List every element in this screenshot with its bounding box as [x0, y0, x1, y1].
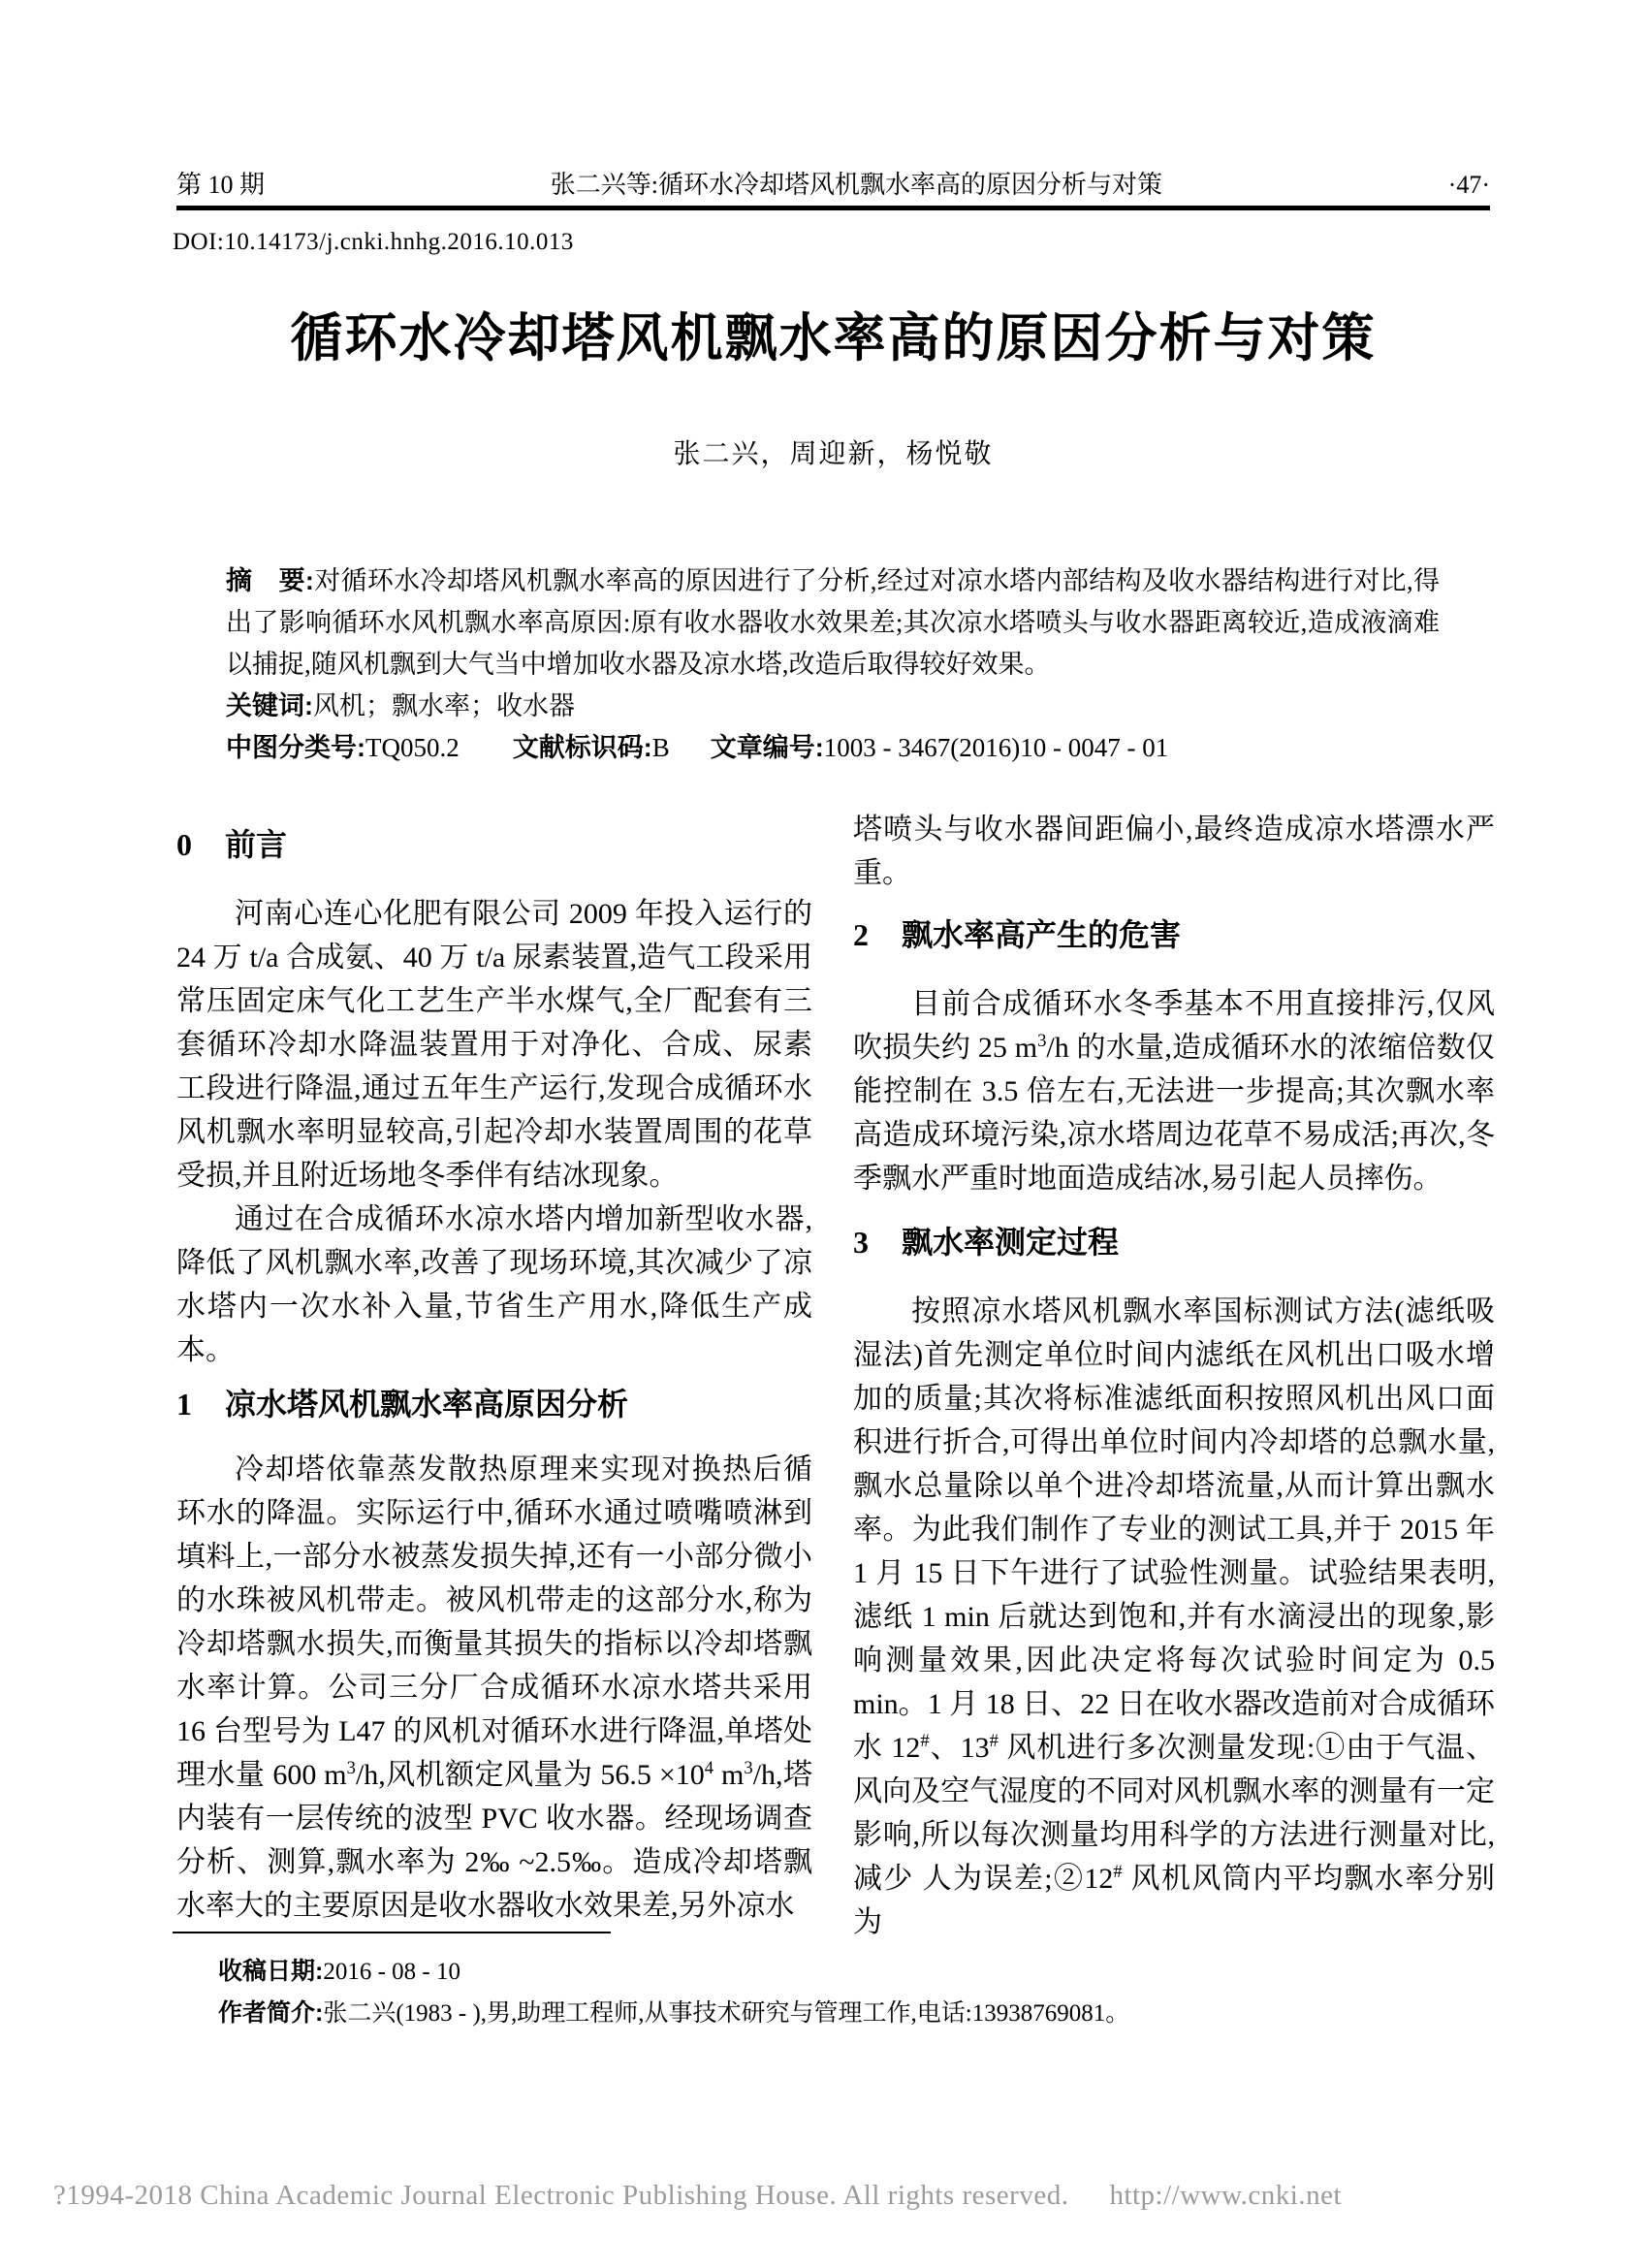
doi-text: DOI:10.14173/j.cnki.hnhg.2016.10.013 — [173, 229, 574, 255]
received-date-label: 收稿日期: — [218, 1958, 324, 1985]
article-id-label: 文章编号: — [710, 733, 824, 762]
clc-value: TQ050.2 — [365, 733, 460, 762]
cnki-watermark — [53, 2180, 1604, 2212]
section-heading-0 — [176, 820, 812, 869]
right-column — [853, 808, 1495, 1944]
section-title: 飘水率测定过程 — [902, 1225, 1120, 1260]
text-run: /h 的水量,造成循环水的浓缩倍数仅能控制在 3.5 倍左右,无法进一步提高;其次飘水率高造成环境污染,凉水塔周边花草不易成活;再次,冬季飘水严重时地面造成结冰,易引起人员摔伤。 — [853, 1032, 1495, 1195]
page-header — [176, 165, 1490, 201]
front-matter — [226, 560, 1440, 769]
author-bio-line — [218, 1993, 1459, 2034]
section-title: 凉水塔风机飘水率高原因分析 — [225, 1387, 629, 1421]
footnote-rule — [173, 1932, 611, 1933]
section-heading-1 — [176, 1380, 812, 1428]
text-run: 风机进行多次测量发现:①由于气温、风向及空气湿度的不同对风机飘水率的测量有一定影响,所以每次测量均用科学的方法进行测量对比,减少 人为误差;②12 — [853, 1732, 1496, 1895]
doc-code-value: B — [651, 733, 670, 762]
header-rule — [176, 206, 1490, 210]
text-run: 、13 — [929, 1732, 990, 1764]
author-bio-label: 作者简介: — [218, 1999, 324, 2027]
text-run: 冷却塔依靠蒸发散热原理来实现对换热后循环水的降温。实际运行中,循环水通过喷嘴喷淋到填料上,一部分水被蒸发损失掉,还有一小部分微小的水珠被风机带走。被风机带走的这部分水,称为冷却塔飘水损失,而衡量其损失的指标以冷却塔飘水率计算。公司三分厂合成循环水凉水塔共采用 16 台型号为 L47 的风机对循环水进行降温,单塔处理水量 600 m — [176, 1453, 812, 1791]
watermark-url: http://www.cnki.net — [1109, 2180, 1343, 2211]
section-title: 飘水率高产生的危害 — [902, 917, 1182, 952]
paper-authors: 张二兴，周迎新，杨悦敬 — [673, 439, 994, 469]
text-run: 按照凉水塔风机飘水率国标测试方法(滤纸吸湿法)首先测定单位时间内滤纸在风机出口吸水增加的质量;其次将标准滤纸面积按照风机出风口面积进行折合,可得出单位时间内冷却塔的总飘水量,飘水总量除以单个进冷却塔流量,从而计算出飘水率。为此我们制作了专业的测试工具,并于 2015 年 1 月 15 日下午进行了试验性测量。试验结果表明,滤纸 1 min 后就达到饱和,并有水滴浸出的现象,影响测量效果,因此决定将每次试验时间定为 0.5 min。1 月 18 日、22 日在收水器改造前对合成循环水 12 — [853, 1295, 1495, 1764]
watermark-text: ?1994-2018 China Academic Journal Electronic Publishing House. All rights reserved. — [53, 2180, 1069, 2211]
left-column — [176, 820, 812, 1928]
superscript: # — [920, 1731, 930, 1751]
footnotes — [218, 1951, 1459, 2034]
keywords-line — [226, 686, 1440, 727]
header-issue: 第 10 期 — [176, 171, 266, 199]
superscript: # — [1113, 1862, 1123, 1882]
doc-code-label: 文献标识码: — [512, 733, 652, 762]
received-date-value: 2016 - 08 - 10 — [323, 1959, 460, 1985]
superscript: 3 — [346, 1758, 356, 1778]
abstract-label: 摘 要: — [226, 566, 314, 595]
keywords-label: 关键词: — [226, 691, 313, 720]
section-heading-2 — [853, 910, 1495, 959]
superscript: # — [989, 1731, 999, 1751]
section-number: 0 — [176, 827, 192, 862]
abstract-text: 对循环水冷却塔风机飘水率高的原因进行了分析,经过对凉水塔内部结构及收水器结构进行对比,得出了影响循环水风机飘水率高原因:原有收水器收水效果差;其次凉水塔喷头与收水器距离较近,造成液滴难以捕捉,随风机飘到大气当中增加收水器及凉水塔,改造后取得较好效果。 — [226, 566, 1440, 679]
paragraph-measurement — [853, 1290, 1495, 1944]
abstract-paragraph — [226, 560, 1440, 686]
text-run: 风机风筒内平均飘水率分别为 — [853, 1863, 1495, 1938]
paragraph-analysis — [176, 1448, 812, 1928]
meta-line — [226, 727, 1440, 769]
section-number: 2 — [853, 917, 869, 952]
section-heading-3 — [853, 1218, 1495, 1266]
header-running-title: 张二兴等:循环水冷却塔风机飘水率高的原因分析与对策 — [550, 171, 1162, 199]
paper-title: 循环水冷却塔风机飘水率高的原因分析与对策 — [290, 309, 1377, 367]
section-number: 1 — [176, 1387, 192, 1421]
paragraph-continuation: 塔喷头与收水器间距偏小,最终造成凉水塔漂水严重。 — [853, 814, 1495, 889]
text-run: /h,风机额定风量为 56.5 ×10 — [355, 1759, 705, 1791]
superscript: 3 — [1037, 1031, 1047, 1051]
text-run: 目前合成循环水冬季基本不用直接排污,仅风吹损失约 25 m — [853, 988, 1495, 1064]
section-number: 3 — [853, 1225, 869, 1260]
paragraph-intro-1: 河南心连心化肥有限公司 2009 年投入运行的 24 万 t/a 合成氨、40 万 t/a 尿素装置,造气工段采用常压固定床气化工艺生产半水煤气,全厂配套有三套循环冷却水降温装置用于对净化、合成、尿素工段进行降温,通过五年生产运行,发现合成循环水风机飘水率明显较高,引起冷却水装置周围的花草受损,并且附近场地冬季伴有结冰现象。 — [176, 898, 812, 1192]
text-run: /h,塔内装有一层传统的波型 PVC 收水器。经现场调查分析、测算,飘水率为 2‰ ~2.5‰。造成冷却塔飘水率大的主要原因是收水器收水效果差,另外凉水 — [176, 1759, 812, 1922]
header-page-number: ·47· — [1447, 171, 1490, 199]
superscript: 4 — [704, 1758, 714, 1778]
paragraph-intro-2: 通过在合成循环水凉水塔内增加新型收水器,降低了风机飘水率,改善了现场环境,其次减少了凉水塔内一次水补入量,节省生产用水,降低生产成本。 — [176, 1203, 812, 1366]
author-bio-value: 张二兴(1983 - ),男,助理工程师,从事技术研究与管理工作,电话:13938769081。 — [323, 2000, 1130, 2027]
article-id-value: 1003 - 3467(2016)10 - 0047 - 01 — [823, 733, 1169, 762]
paragraph-harm — [853, 982, 1495, 1200]
clc-label: 中图分类号: — [226, 733, 365, 762]
section-title: 前言 — [225, 827, 288, 862]
keywords-text: 风机；飘水率；收水器 — [313, 691, 575, 720]
received-date-line — [218, 1951, 1459, 1993]
text-run: m — [714, 1759, 745, 1791]
superscript: 3 — [744, 1758, 753, 1778]
